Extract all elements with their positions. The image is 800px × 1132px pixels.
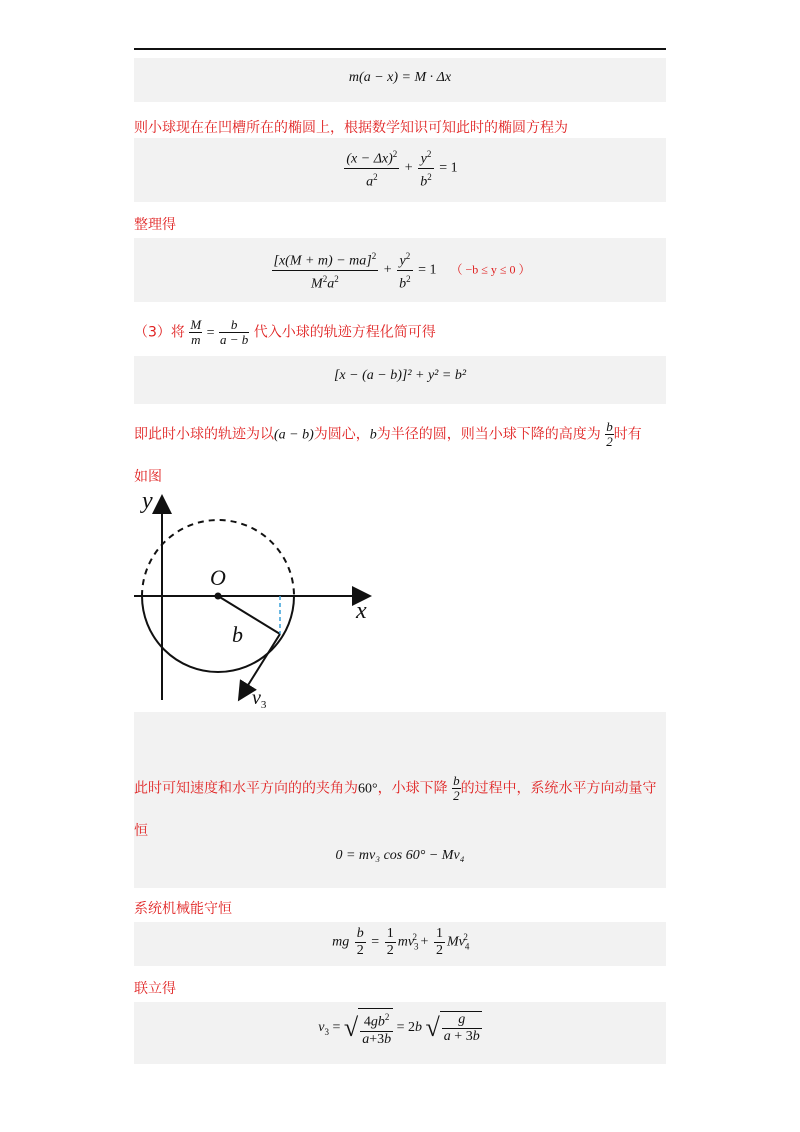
text-conserved: 恒 — [134, 823, 148, 839]
condition-range: （ −b ≤ y ≤ 0 ） — [450, 262, 531, 277]
equation-momentum: m(a − x) = M · Δx — [348, 70, 452, 85]
circle-trajectory-svg — [134, 490, 376, 712]
text-ellipse-intro: 则小球现在在凹槽所在的椭圆上，根据数学知识可知此时的椭圆方程为 — [134, 120, 568, 136]
label-O: O — [210, 565, 226, 590]
label-x: x — [356, 598, 367, 624]
figure-circle-diagram — [134, 490, 376, 712]
label-b: b — [232, 622, 243, 647]
header-rule — [134, 48, 666, 50]
radius-line — [218, 596, 280, 634]
text-as-figure: 如图 — [134, 469, 162, 485]
text-combine: 联立得 — [134, 981, 176, 997]
circle-lower-solid — [142, 596, 294, 672]
equation-energy: mg $\frac{b}{2}$ = $\frac{1}{2}$ $mv_3^2$ + $\frac{1}{2}$ $Mv_4^2$ — [332, 926, 470, 958]
fraction-b-over-2-second: $\frac{b}{2}$ — [453, 773, 460, 803]
equation-box-6 — [134, 922, 666, 966]
equation-box-1 — [134, 58, 666, 102]
text-angle: 此时可知速度和水平方向的的夹角为60°，小球下降 $\frac{b}{2}$ 的过程中，系统水平方向动量守 — [134, 773, 657, 803]
equation-box-7 — [134, 1002, 666, 1064]
equation-circle: [x − (a − b)]² + y² = b² — [333, 368, 467, 383]
fraction-b-over-a-minus-b: $\frac{b}{a - b}$ — [220, 317, 249, 347]
label-y: y — [142, 490, 153, 514]
equation-box-3 — [134, 238, 666, 302]
fraction-M-over-m: $\frac{M}{m}$ — [190, 317, 202, 347]
equation-ellipse: $\frac{(x - \Delta x)^2}{a^2}$ + $\frac{y^2}{b^2}$ = 1 — [134, 146, 666, 190]
text-simplify: 整理得 — [134, 217, 176, 233]
text-energy-conserved: 系统机械能守恒 — [134, 901, 232, 917]
equation-ellipse-expanded: $\frac{[x(M + m) - ma]^2}{M^2a^2}$ + $\frac{y^2}{b^2}$ = 1 （ −b ≤ y ≤ 0 ） — [134, 248, 666, 292]
equation-box-2 — [134, 138, 666, 202]
label-v: $v_3$ — [252, 687, 267, 711]
equation-box-5 — [134, 712, 666, 888]
equation-box-4 — [134, 356, 666, 404]
text-trajectory: 即此时小球的轨迹为以(a − b)为圆心，b为半径的圆，则当小球下降的高度为 $\frac{b}{2}$ 时有 — [134, 419, 642, 449]
equation-momentum-horizontal: 0 = mv₃ cos 60° − Mv₄ — [335, 848, 465, 863]
equation-v3-result: $v_3$ = √ $\frac{4gb^2}{a+3b}$ = 2b √ $\frac{g}{a + 3b}$ — [134, 1008, 666, 1048]
fraction-b-over-2: $\frac{b}{2}$ — [606, 419, 613, 449]
text-part3: （3）将 $\frac{M}{m}$ = $\frac{b}{a - b}$ 代入小球的轨迹方程化简可得 — [134, 317, 436, 347]
